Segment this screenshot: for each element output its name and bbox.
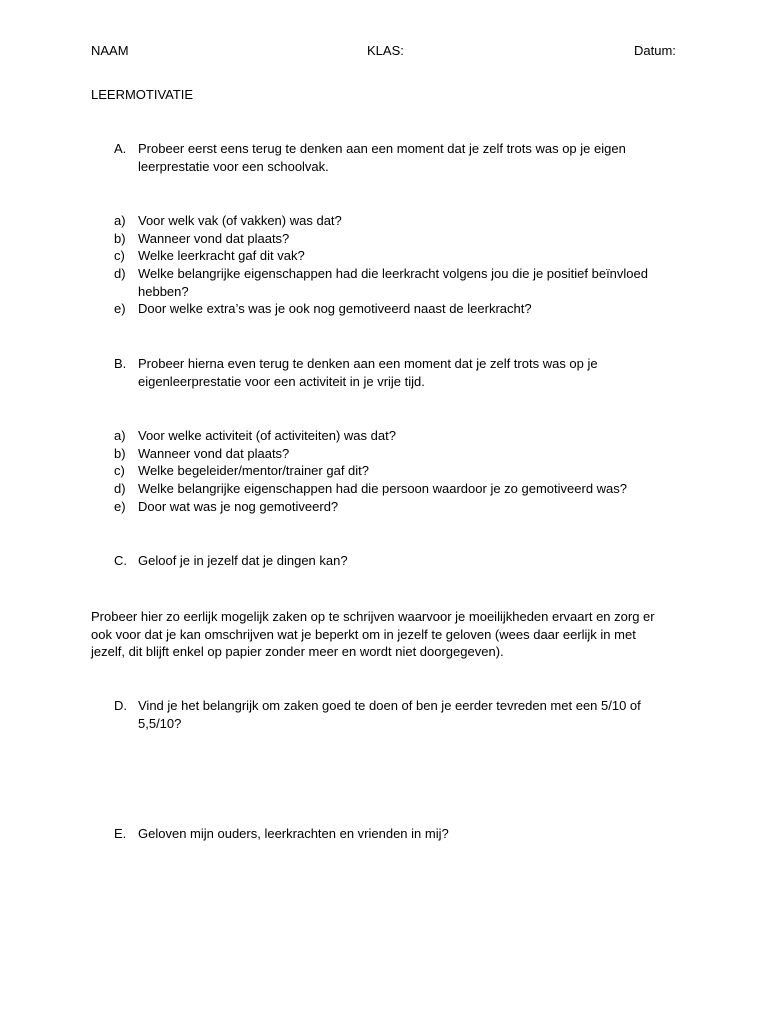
- question-marker: b): [114, 446, 126, 461]
- question-text: Wanneer vond dat plaats?: [138, 446, 290, 461]
- section-d-marker: D.: [114, 698, 127, 713]
- question-a-d: [114, 265, 674, 300]
- section-a-line-2: leerprestatie voor een schoolvak.: [138, 158, 329, 174]
- question-a-c: [114, 247, 674, 265]
- question-b-c: [114, 462, 674, 480]
- question-a-a: [114, 212, 674, 230]
- section-b: [114, 355, 674, 390]
- question-marker: e): [114, 301, 126, 316]
- section-e: [114, 825, 674, 843]
- section-c: [114, 552, 674, 570]
- section-a-line-1: Probeer eerst eens terug te denken aan een moment dat je zelf trots was op je eigen: [138, 141, 626, 156]
- section-e-marker: E.: [114, 826, 127, 841]
- question-marker: b): [114, 231, 126, 246]
- section-a-marker: A.: [114, 141, 127, 156]
- question-text: Wanneer vond dat plaats?: [138, 231, 290, 246]
- section-d-line-2: 5,5/10?: [138, 715, 182, 731]
- section-a: [114, 140, 674, 175]
- question-b-a: [114, 427, 674, 445]
- paragraph-line-3: jezelf, dit blijft enkel op papier zonder meer en wordt niet doorgegeven).: [91, 644, 504, 660]
- question-marker: e): [114, 499, 126, 514]
- section-d-line-1: Vind je het belangrijk om zaken goed te doen of ben je eerder tevreden met een 5/10 of: [138, 698, 641, 713]
- question-b-e: [114, 498, 674, 516]
- question-marker: d): [114, 481, 126, 496]
- question-text: Welke begeleider/mentor/trainer gaf dit?: [138, 463, 369, 478]
- question-text: hebben?: [138, 283, 189, 299]
- section-b-line-2: eigenleerprestatie voor een activiteit in je vrije tijd.: [138, 373, 425, 389]
- question-text: Voor welk vak (of vakken) was dat?: [138, 213, 342, 228]
- question-text: Welke belangrijke eigenschappen had die persoon waardoor je zo gemotiveerd was?: [138, 481, 628, 496]
- question-a-e: [114, 300, 674, 318]
- section-c-line-1: Geloof je in jezelf dat je dingen kan?: [138, 553, 348, 568]
- section-b-marker: B.: [114, 356, 127, 371]
- question-marker: a): [114, 428, 126, 443]
- question-marker: c): [114, 463, 125, 478]
- question-b-b: [114, 445, 674, 463]
- question-marker: a): [114, 213, 126, 228]
- question-text: Door welke extra’s was je ook nog gemotiveerd naast de leerkracht?: [138, 301, 532, 316]
- name-label: NAAM: [91, 43, 129, 58]
- section-e-line-1: Geloven mijn ouders, leerkrachten en vrienden in mij?: [138, 826, 449, 841]
- question-text: Voor welke activiteit (of activiteiten) was dat?: [138, 428, 396, 443]
- date-label: Datum:: [634, 43, 676, 58]
- section-b-line-1: Probeer hierna even terug te denken aan een moment dat je zelf trots was op je: [138, 356, 598, 371]
- section-d: [114, 697, 674, 732]
- question-text: Welke leerkracht gaf dit vak?: [138, 248, 305, 263]
- paragraph-line-2: ook voor dat je kan omschrijven wat je beperkt om in jezelf te geloven (wees daar eerlijk in met: [91, 626, 636, 642]
- paragraph-line-1: Probeer hier zo eerlijk mogelijk zaken op te schrijven waarvoor je moeilijkheden ervaart en zorg er: [91, 609, 655, 624]
- question-text: Welke belangrijke eigenschappen had die leerkracht volgens jou die je positief beïnvloed: [138, 266, 648, 281]
- class-label: KLAS:: [367, 43, 404, 58]
- question-b-d: [114, 480, 674, 498]
- question-marker: d): [114, 266, 126, 281]
- question-marker: c): [114, 248, 125, 263]
- question-a-b: [114, 230, 674, 248]
- question-text: Door wat was je nog gemotiveerd?: [138, 499, 339, 514]
- instruction-paragraph: [91, 608, 676, 661]
- section-c-marker: C.: [114, 553, 127, 568]
- document-title: LEERMOTIVATIE: [91, 87, 194, 102]
